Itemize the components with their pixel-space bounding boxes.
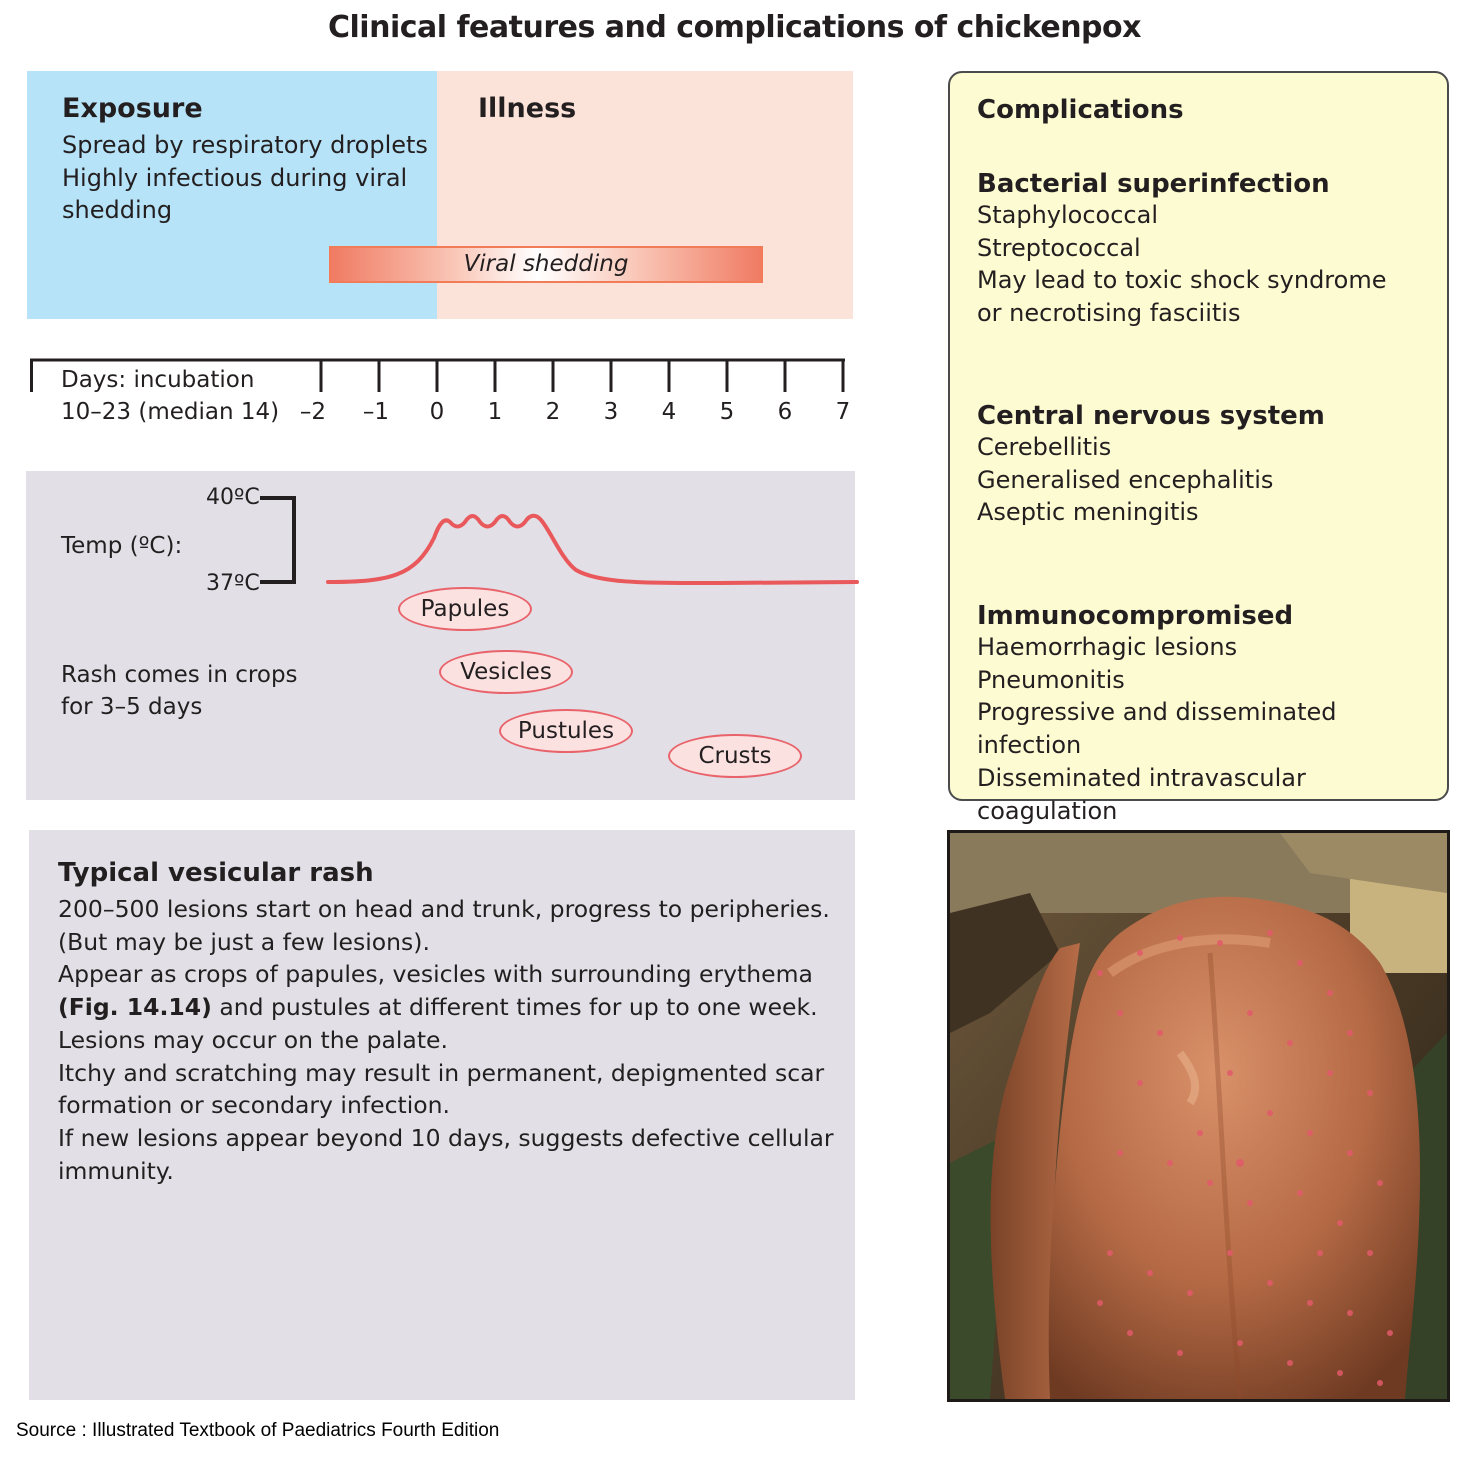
tick-label: –1: [362, 399, 390, 425]
exposure-line: shedding: [62, 196, 173, 224]
exposure-line: Highly infectious during viral: [62, 163, 408, 192]
tick-label: –2: [299, 399, 327, 425]
viral-shedding-bar: [329, 246, 763, 283]
temperature-curve: [300, 500, 860, 600]
complication-group-heading: Immunocompromised: [977, 601, 1294, 631]
stage-crusts: Crusts: [668, 734, 802, 778]
tick-label: 1: [487, 399, 503, 425]
rash-text-line: (But may be just a few lesions).: [58, 927, 430, 956]
temp-scale-bracket: [255, 490, 305, 590]
temp-low-label: 37ºC: [206, 571, 260, 596]
tick-label: 4: [661, 399, 677, 425]
rash-text-line: Lesions may occur on the palate.: [58, 1025, 448, 1054]
typical-rash-text: [58, 893, 848, 1187]
complication-item: Staphylococcal: [977, 201, 1158, 229]
stage-vesicles: Vesicles: [439, 650, 573, 694]
rash-crops-text: [61, 659, 298, 723]
timeline-label-line1: Days: incubation: [61, 367, 255, 393]
complication-item: or necrotising fasciitis: [977, 299, 1241, 328]
rash-text-line: formation or secondary infection.: [58, 1091, 450, 1120]
rash-text-line: If new lesions appear beyond 10 days, suggests defective cellular: [58, 1123, 834, 1152]
figure-reference: (Fig. 14.14): [58, 993, 212, 1022]
exposure-text: [62, 129, 428, 227]
tick-label: 7: [835, 399, 851, 425]
rash-text-line: Appear as crops of papules, vesicles with surrounding erythema: [58, 960, 813, 989]
tick-label: 5: [719, 399, 735, 425]
temp-high-label: 40ºC: [206, 485, 260, 510]
complications-heading: Complications: [977, 95, 1184, 125]
complications-panel: [948, 71, 1449, 825]
exposure-heading: Exposure: [62, 93, 203, 124]
stage-pustules: Pustules: [499, 709, 633, 753]
rash-text-line: 200–500 lesions start on head and trunk, progress to peripheries.: [58, 895, 830, 923]
complication-group-cns: [977, 401, 1325, 529]
complication-item: Pneumonitis: [977, 665, 1125, 694]
figure-title: Clinical features and complications of chickenpox: [328, 10, 1141, 45]
complication-group-bacterial: [977, 169, 1386, 330]
complication-item: Haemorrhagic lesions: [977, 633, 1238, 661]
complication-item: Cerebellitis: [977, 433, 1112, 461]
stage-papules: Papules: [398, 587, 532, 631]
typical-rash-heading: Typical vesicular rash: [58, 858, 374, 888]
rash-photo-illustration: [950, 833, 1447, 1399]
tick-label: 2: [545, 399, 561, 425]
complication-item: Disseminated intravascular coagulation: [977, 763, 1306, 825]
typical-rash-panel: [29, 830, 855, 1400]
rash-text-span: and pustules at different times for up to one week.: [211, 993, 818, 1022]
tick-label: 0: [429, 399, 445, 425]
complication-item: May lead to toxic shock syndrome: [977, 266, 1387, 295]
complication-item: Progressive and disseminated infection: [977, 698, 1337, 760]
complication-item: Aseptic meningitis: [977, 498, 1199, 527]
exposure-line: Spread by respiratory droplets: [62, 131, 428, 159]
complication-item: Generalised encephalitis: [977, 465, 1274, 494]
chickenpox-rash-photo: [947, 830, 1450, 1402]
viral-shedding-label: Viral shedding: [463, 251, 629, 277]
source-credit: Source : Illustrated Textbook of Paediatrics Fourth Edition: [16, 1420, 500, 1441]
complication-group-immunocompromised: [977, 601, 1447, 827]
tick-label: 6: [777, 399, 793, 425]
rash-text-line: [58, 991, 848, 1024]
complication-item: Streptococcal: [977, 233, 1141, 262]
rash-text-line: Itchy and scratching may result in permanent, depigmented scar: [58, 1058, 825, 1087]
illness-heading: Illness: [478, 93, 577, 124]
temp-label: Temp (ºC):: [61, 533, 183, 559]
complication-group-heading: Bacterial superinfection: [977, 169, 1330, 199]
rash-crops-line: for 3–5 days: [61, 694, 203, 720]
complication-group-heading: Central nervous system: [977, 401, 1325, 431]
rash-crops-line: Rash comes in crops: [61, 662, 298, 688]
tick-label: 3: [603, 399, 619, 425]
timeline-label-line2: 10–23 (median 14): [61, 399, 280, 425]
rash-text-line: immunity.: [58, 1156, 174, 1185]
